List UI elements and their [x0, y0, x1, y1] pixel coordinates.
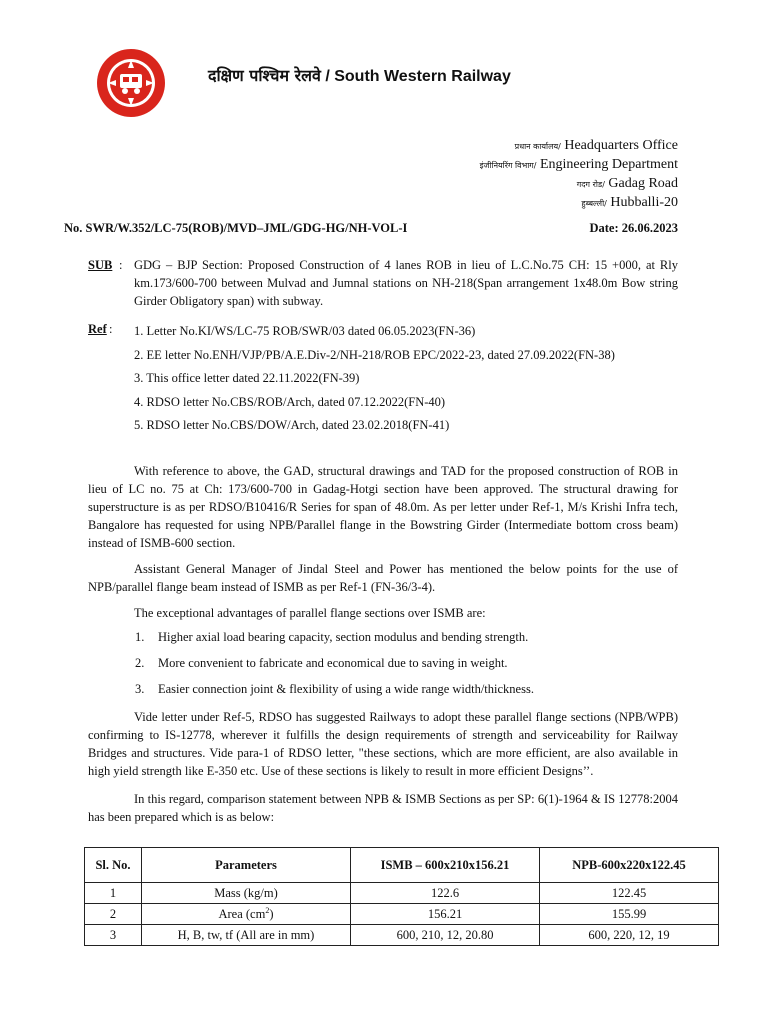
letter-date: Date: 26.06.2023: [589, 221, 678, 235]
comparison-table: [84, 847, 719, 946]
references-colon: :: [109, 322, 113, 336]
letter-body: [88, 462, 678, 832]
subject-block: [88, 256, 678, 310]
references-label: Ref: [88, 322, 107, 336]
paragraph-comparison-intro: In this regard, comparison statement between NPB & ISMB Sections as per SP: 6(1)-1964 & IS 12778:2004 has been prepared which is as below:: [88, 792, 678, 824]
paragraph-reference-approval: With reference to above, the GAD, structural drawings and TAD for the proposed construction of ROB in lieu of LC no. 75 at Ch: 173/600-700 in Gadag-Hotgi section have been approved. The structural drawing for superstructure is as per RDSO/B10416/R Series for span of 48.0m. As per letter under Ref-1, M/s Krishi Infra tech, Bangalore has requested for using NPB/Parallel flange in the Bowstring Girder (Intermediate bottom cross beam) instead of ISMB-600 section.: [88, 464, 678, 550]
table-cell-npb: 122.45: [540, 883, 719, 904]
references-block: [88, 322, 678, 440]
advantage-item: 3. Easier connection joint & flexibility of using a wide range width/thickness.: [135, 682, 534, 696]
office-line-dept: इंजीनियरिंग विभाग/ Engineering Department: [479, 157, 678, 172]
table-header-npb: NPB-600x220x122.45: [540, 848, 719, 883]
table-header-sl: Sl. No.: [85, 848, 142, 883]
table-header-parameters: Parameters: [142, 848, 351, 883]
table-cell-npb: 155.99: [540, 904, 719, 925]
railway-name-hindi: दक्षिण पश्चिम रेलवे: [208, 66, 321, 85]
office-line-road: गदग रोड/ Gadag Road: [576, 176, 678, 191]
office-address: [480, 137, 678, 213]
indian-railways-logo-icon: [96, 48, 166, 118]
advantages-list: [88, 628, 678, 698]
table-cell-ismb: 600, 210, 12, 20.80: [351, 925, 540, 946]
advantage-item: 2. More convenient to fabricate and economical due to saving in weight.: [135, 656, 508, 670]
table-cell-parameter: Area $(cm^2)$: [142, 904, 351, 925]
paragraph-rdso-suggestion: Vide letter under Ref-5, RDSO has suggested Railways to adopt these parallel flange sections (NPB/WPB) confirming to IS-12778, wherever it fulfills the design requirements of strength and serviceability for Railway Bridges and structures. Vide para-1 of RDSO letter, "these sections, which are more efficient, are also available in high yield strength like E-350 etc. Use of these sections is likely to result in more efficient Designs’’.: [88, 710, 678, 778]
railway-name-separator: /: [320, 68, 335, 85]
table-cell-ismb: 156.21: [351, 904, 540, 925]
subject-colon: :: [119, 258, 123, 272]
table-row: [85, 925, 719, 946]
advantage-item: 1. Higher axial load bearing capacity, section modulus and bending strength.: [135, 630, 529, 644]
paragraph-jindal-points: Assistant General Manager of Jindal Steel and Power has mentioned the below points for the use of NPB/parallel flange beam instead of ISMB as per Ref-1 (FN-36/3-4).: [88, 562, 678, 594]
subject-text: GDG – BJP Section: Proposed Construction of 4 lanes ROB in lieu of L.C.No.75 CH: 15 +000, at Rly km.173/600-700 between Mulvad and Jumnal stations on NH-218(Span arrangement 1x48.0m Bow string Girder Obligatory span) with subway.: [134, 258, 678, 308]
table-header-row: [85, 848, 719, 883]
office-line-city: हुब्बल्ली/ Hubballi-20: [581, 195, 678, 210]
railway-name: [208, 64, 511, 86]
letter-number: No. SWR/W.352/LC-75(ROB)/MVD–JML/GDG-HG/NH-VOL-I: [64, 221, 408, 235]
table-cell-npb: 600, 220, 12, 19: [540, 925, 719, 946]
reference-item: 4. RDSO letter No.CBS/ROB/Arch, dated 07.12.2022(FN-40): [134, 394, 446, 409]
table-cell-parameter: H, B, tw, tf (All are in mm): [142, 925, 351, 946]
reference-item: 2. EE letter No.ENH/VJP/PB/A.E.Div-2/NH-218/ROB EPC/2022-23, dated 27.09.2022(FN-38): [134, 347, 615, 362]
paragraph-advantages-intro: The exceptional advantages of parallel flange sections over ISMB are:: [134, 606, 486, 620]
references-list: [88, 322, 678, 440]
reference-item: 3. This office letter dated 22.11.2022(FN-39): [134, 371, 360, 385]
table-header-ismb: ISMB – 600x210x156.21: [351, 848, 540, 883]
table-cell-parameter: Mass (kg/m): [142, 883, 351, 904]
table-row: [85, 883, 719, 904]
reference-item: 5. RDSO letter No.CBS/DOW/Arch, dated 23.02.2018(FN-41): [134, 418, 450, 432]
table-cell-sl: 2: [85, 904, 142, 925]
office-line-hq: प्रधान कार्यालय/ Headquarters Office: [514, 138, 678, 153]
table-cell-ismb: 122.6: [351, 883, 540, 904]
letter-reference-line: [64, 221, 678, 236]
railway-name-english: South Western Railway: [334, 68, 511, 85]
table-row: [85, 904, 719, 925]
subject-label: SUB: [88, 258, 113, 272]
reference-item: 1. Letter No.KI/WS/LC-75 ROB/SWR/03 dated 06.05.2023(FN-36): [134, 324, 476, 338]
table-cell-sl: 3: [85, 925, 142, 946]
table-cell-sl: 1: [85, 883, 142, 904]
